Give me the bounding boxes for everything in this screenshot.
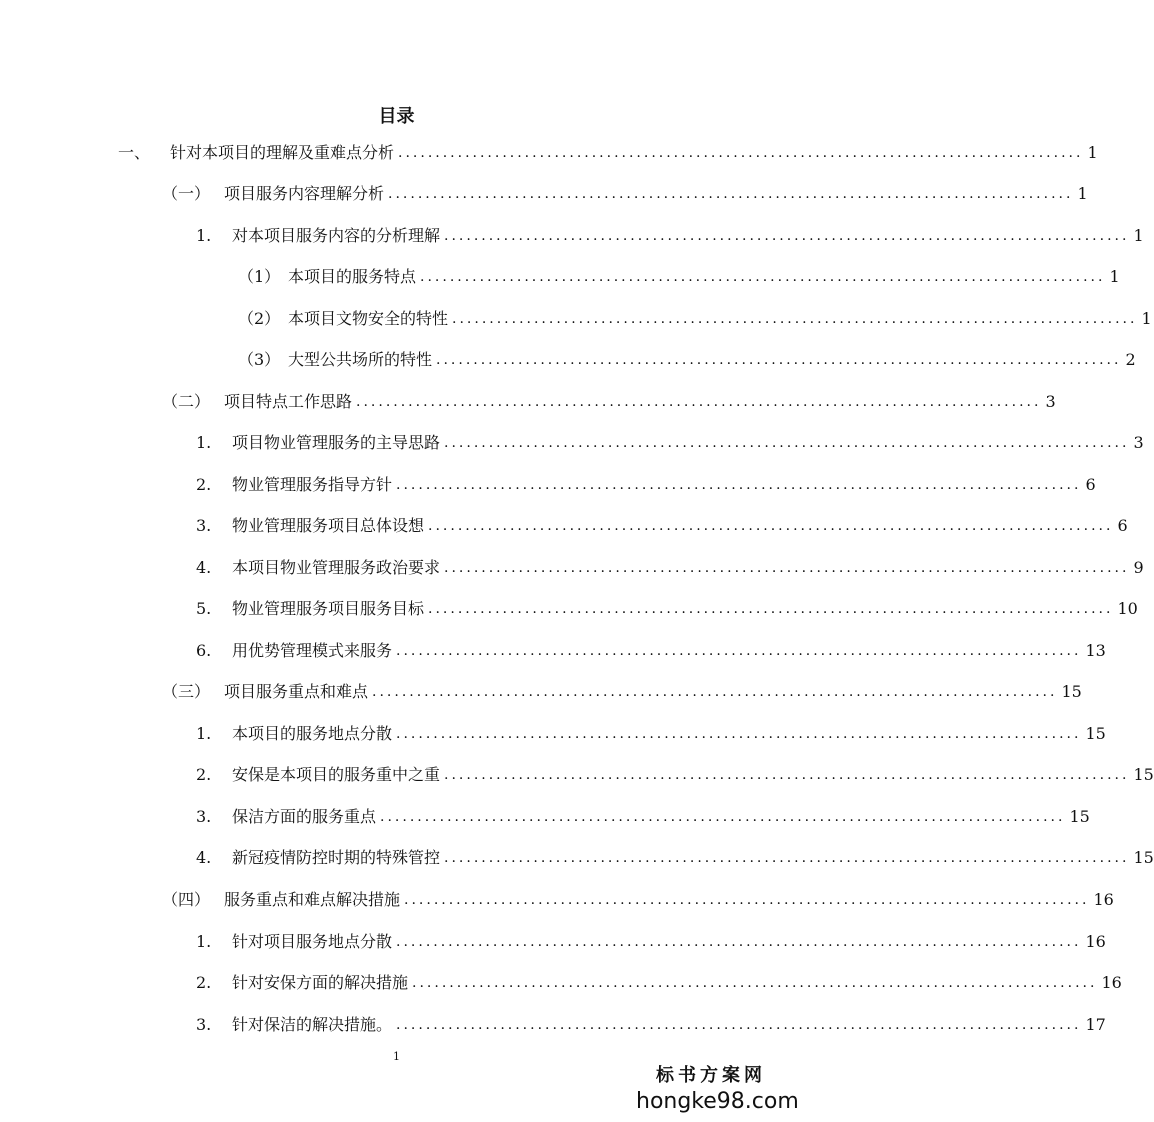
toc-entry-title: 项目服务重点和难点 <box>224 682 369 701</box>
toc-entry-number: 3. <box>196 516 212 535</box>
toc-leader-dots: ............................................................................................ <box>436 352 1122 368</box>
toc-entry-page: 16 <box>1101 973 1122 992</box>
toc-entry-page: 1 <box>1087 143 1098 162</box>
toc-entry[interactable] <box>118 140 1098 166</box>
toc-leader-dots: ............................................................................................ <box>396 643 1082 659</box>
toc-entry-title: 安保是本项目的服务重中之重 <box>232 765 441 784</box>
toc-entry-page: 15 <box>1069 807 1090 826</box>
toc-entry[interactable] <box>162 389 1056 415</box>
toc-entry[interactable] <box>162 679 1082 705</box>
toc-leader-dots: ............................................................................................ <box>398 145 1084 161</box>
page-number: 1 <box>393 1050 400 1063</box>
toc-entry[interactable] <box>196 970 1122 996</box>
toc-leader-dots: ............................................................................................ <box>396 934 1082 950</box>
toc-entry-number: 1. <box>196 433 212 452</box>
toc-entry-page: 13 <box>1085 641 1106 660</box>
watermark-url: hongke98.com <box>636 1089 799 1114</box>
toc-entry[interactable] <box>196 513 1128 539</box>
toc-entry-page: 16 <box>1085 932 1106 951</box>
toc-entry-title: 针对保洁的解决措施。 <box>232 1015 393 1034</box>
toc-entry[interactable] <box>196 1012 1106 1038</box>
toc-entry[interactable] <box>196 555 1144 581</box>
toc-entry-page: 2 <box>1125 350 1136 369</box>
toc-entry[interactable] <box>196 430 1144 456</box>
toc-leader-dots: ............................................................................................ <box>396 1017 1082 1033</box>
toc-entry-number: （二） <box>162 392 211 411</box>
toc-entry-title: 本项目的服务特点 <box>288 267 417 286</box>
toc-entry-number: 4. <box>196 848 212 867</box>
toc-entry-number: 2. <box>196 973 212 992</box>
toc-entry-title: 对本项目服务内容的分析理解 <box>232 226 441 245</box>
toc-leader-dots: ............................................................................................ <box>356 394 1042 410</box>
toc-entry-title: 针对本项目的理解及重难点分析 <box>170 143 395 162</box>
toc-entry-title: 项目特点工作思路 <box>224 392 353 411</box>
toc-entry-page: 1 <box>1077 184 1088 203</box>
toc-entry[interactable] <box>196 223 1144 249</box>
toc-entry-page: 1 <box>1133 226 1144 245</box>
toc-entry-title: 项目服务内容理解分析 <box>224 184 385 203</box>
toc-entry-title: 物业管理服务指导方针 <box>232 475 393 494</box>
toc-entry-title: 本项目的服务地点分散 <box>232 724 393 743</box>
toc-entry-number: 一、 <box>118 143 151 162</box>
toc-entry-number: 1. <box>196 226 212 245</box>
toc-entry-number: 2. <box>196 765 212 784</box>
toc-leader-dots: ............................................................................................ <box>420 269 1106 285</box>
toc-entry-title: 本项目物业管理服务政治要求 <box>232 558 441 577</box>
toc-leader-dots: ............................................................................................ <box>428 518 1114 534</box>
toc-entry-page: 3 <box>1045 392 1056 411</box>
toc-entry-page: 15 <box>1061 682 1082 701</box>
toc-leader-dots: ............................................................................................ <box>396 726 1082 742</box>
toc-leader-dots: ............................................................................................ <box>372 684 1058 700</box>
toc-entry[interactable] <box>196 721 1106 747</box>
toc-entry-page: 1 <box>1141 309 1152 328</box>
toc-entry[interactable] <box>196 845 1154 871</box>
toc-entry-number: 4. <box>196 558 212 577</box>
toc-entry[interactable] <box>196 638 1106 664</box>
toc-entry[interactable] <box>162 887 1114 913</box>
toc-entry-title: 项目物业管理服务的主导思路 <box>232 433 441 452</box>
toc-entry-number: 3. <box>196 1015 212 1034</box>
toc-entry[interactable] <box>196 804 1090 830</box>
toc-entry-number: 6. <box>196 641 212 660</box>
toc-entry-page: 3 <box>1133 433 1144 452</box>
toc-entry-page: 15 <box>1085 724 1106 743</box>
toc-entry-page: 1 <box>1109 267 1120 286</box>
toc-entry-number: （四） <box>162 890 211 909</box>
toc-leader-dots: ............................................................................................ <box>444 560 1130 576</box>
toc-entry-number: 2. <box>196 475 212 494</box>
toc-leader-dots: ............................................................................................ <box>444 850 1130 866</box>
toc-entry-page: 9 <box>1133 558 1144 577</box>
toc-entry[interactable] <box>238 347 1136 373</box>
toc-entry-title: 用优势管理模式来服务 <box>232 641 393 660</box>
toc-entry-page: 15 <box>1133 765 1154 784</box>
toc-entry-number: 5. <box>196 599 212 618</box>
toc-entry-number: 1. <box>196 724 212 743</box>
toc-entry-number: （2） <box>238 309 281 328</box>
toc-entry-number: （一） <box>162 184 211 203</box>
toc-leader-dots: ............................................................................................ <box>412 975 1098 991</box>
toc-leader-dots: ............................................................................................ <box>404 892 1090 908</box>
toc-entry-page: 17 <box>1085 1015 1106 1034</box>
toc-entry[interactable] <box>196 596 1138 622</box>
toc-entry-page: 6 <box>1085 475 1096 494</box>
toc-leader-dots: ............................................................................................ <box>388 186 1074 202</box>
toc-leader-dots: ............................................................................................ <box>452 311 1138 327</box>
toc-entry-title: 本项目文物安全的特性 <box>288 309 449 328</box>
toc-entry[interactable] <box>196 929 1106 955</box>
toc-entry-title: 针对项目服务地点分散 <box>232 932 393 951</box>
toc-leader-dots: ............................................................................................ <box>428 601 1114 617</box>
toc-entry-number: （3） <box>238 350 281 369</box>
toc-title: 目录 <box>378 106 415 127</box>
toc-leader-dots: ............................................................................................ <box>444 767 1130 783</box>
toc-entry-title: 物业管理服务项目总体设想 <box>232 516 425 535</box>
toc-entry-number: 1. <box>196 932 212 951</box>
toc-entry-page: 16 <box>1093 890 1114 909</box>
toc-entry-page: 15 <box>1133 848 1154 867</box>
toc-entry-page: 6 <box>1117 516 1128 535</box>
toc-entry-number: （1） <box>238 267 281 286</box>
toc-entry[interactable] <box>196 472 1096 498</box>
toc-entry[interactable] <box>238 264 1120 290</box>
toc-entry-number: （三） <box>162 682 211 701</box>
toc-entry[interactable] <box>162 181 1088 207</box>
toc-entry[interactable] <box>196 762 1154 788</box>
toc-entry-title: 大型公共场所的特性 <box>288 350 433 369</box>
toc-entry-title: 保洁方面的服务重点 <box>232 807 377 826</box>
toc-leader-dots: ............................................................................................ <box>396 477 1082 493</box>
toc-entry[interactable] <box>238 306 1152 332</box>
toc-entry-title: 针对安保方面的解决措施 <box>232 973 409 992</box>
toc-entry-title: 物业管理服务项目服务目标 <box>232 599 425 618</box>
watermark-brand: 标书方案网 <box>656 1065 766 1086</box>
toc-entry-title: 服务重点和难点解决措施 <box>224 890 401 909</box>
toc-entry-page: 10 <box>1117 599 1138 618</box>
toc-leader-dots: ............................................................................................ <box>380 809 1066 825</box>
toc-entry-title: 新冠疫情防控时期的特殊管控 <box>232 848 441 867</box>
watermark <box>636 1064 799 1116</box>
toc-leader-dots: ............................................................................................ <box>444 228 1130 244</box>
toc-entry-number: 3. <box>196 807 212 826</box>
toc-leader-dots: ............................................................................................ <box>444 435 1130 451</box>
